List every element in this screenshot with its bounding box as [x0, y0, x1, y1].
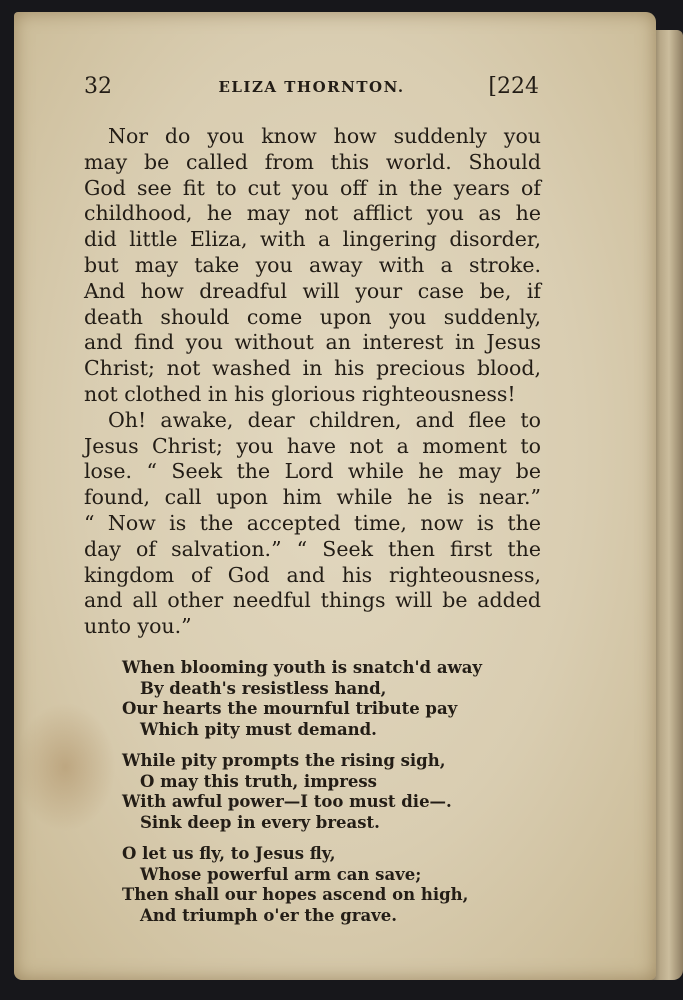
poem-line: O let us fly, to Jesus fly, [122, 844, 336, 863]
poem [122, 658, 502, 937]
book-page [14, 12, 656, 980]
poem-line: When blooming youth is snatch'd away [122, 658, 482, 677]
running-title: ELIZA THORNTON. [218, 78, 405, 96]
text-line: Nor do you know how suddenly you [108, 124, 541, 148]
paragraph-2 [84, 408, 541, 640]
poem-line: While pity prompts the rising sigh, [122, 751, 446, 770]
text-line: did little Eliza, with a lingering disorder, [84, 227, 541, 252]
text-line: not clothed in his glorious righteousness! [84, 381, 516, 406]
poem-line: Our hearts the mournful tribute pay [122, 699, 458, 718]
text-line: “ Now is the accepted time, now is the [84, 510, 541, 535]
poem-line: Then shall our hopes ascend on high, [122, 885, 469, 904]
poem-line: Sink deep in every breast. [140, 812, 380, 832]
text-line: found, call upon him while he is near.” [84, 485, 541, 510]
text-line: day of salvation.” “ Seek then first the [84, 536, 541, 561]
text-line: but may take you away with a stroke. [84, 252, 541, 277]
text-line: death should come upon you suddenly, [84, 304, 541, 329]
poem-line: Which pity must demand. [140, 719, 377, 739]
text-line: kingdom of God and his righteousness, [84, 562, 541, 587]
page-header [84, 74, 539, 104]
text-line: Christ; not washed in his precious blood, [84, 356, 541, 381]
poem-stanza [122, 844, 502, 926]
text-line: God see fit to cut you off in the years of [84, 175, 541, 200]
signature-mark: [224 [488, 74, 539, 99]
text-line: Oh! awake, dear children, and flee to [108, 407, 541, 432]
text-line: and all other needful things will be added [84, 588, 541, 613]
text-line: may be called from this world. Should [84, 149, 541, 174]
poem-line: With awful power—I too must die—. [122, 792, 452, 811]
text-line: childhood, he may not afflict you as he [84, 201, 541, 226]
text-line: Jesus Christ; you have not a moment to [84, 433, 541, 458]
text-line: unto you.” [84, 614, 192, 639]
poem-stanza [122, 751, 502, 833]
prose-body [84, 124, 541, 640]
paragraph-1 [84, 124, 541, 408]
text-line: And how dreadful will your case be, if [84, 278, 541, 303]
poem-stanza [122, 658, 502, 740]
poem-line: By death's resistless hand, [140, 678, 387, 698]
page-number: 32 [84, 74, 112, 99]
text-line: and find you without an interest in Jesus [84, 330, 541, 355]
poem-line: And triumph o'er the grave. [140, 905, 397, 925]
poem-line: O may this truth, impress [140, 771, 377, 791]
poem-line: Whose powerful arm can save; [140, 864, 422, 884]
text-line: lose. “ Seek the Lord while he may be [84, 459, 541, 484]
